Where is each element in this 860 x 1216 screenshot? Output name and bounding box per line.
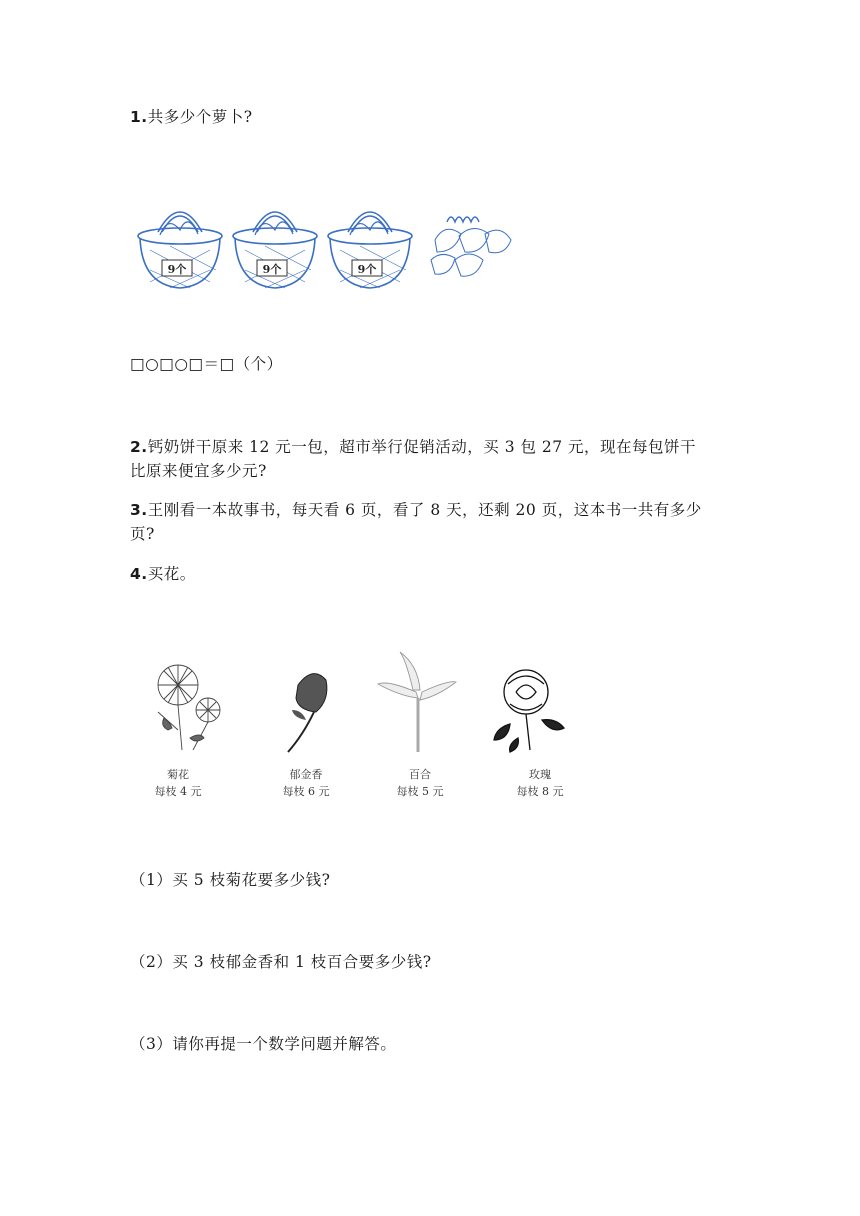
flower-1-price: 每枝 4 元 [154, 785, 202, 798]
loose-radishes [431, 217, 511, 276]
sub-question-1: （1）买 5 枝菊花要多少钱? [130, 871, 331, 889]
question-text: 买花。 [147, 565, 196, 583]
question-text-line1: 王刚看一本故事书，每天看 6 页，看了 8 天，还剩 20 页，这本书一共有多少 [147, 501, 702, 519]
question-text-line2: 页? [130, 525, 155, 543]
question-2 [130, 435, 696, 483]
flower-4-name: 玫瑰 [529, 768, 551, 781]
flower-3-name: 百合 [409, 768, 431, 781]
question-text: 共多少个萝卜? [147, 108, 253, 126]
basket-1-label: 9个 [167, 263, 187, 276]
tulip-image [288, 674, 327, 752]
question-4 [130, 562, 196, 586]
question-3 [130, 498, 702, 546]
flower-4-price: 每枝 8 元 [516, 785, 564, 798]
question-number: 3. [130, 501, 148, 519]
flower-1-name: 菊花 [167, 768, 189, 781]
question-number: 1. [130, 108, 148, 126]
question-text-line1: 钙奶饼干原来 12 元一包，超市举行促销活动，买 3 包 27 元，现在每包饼干 [147, 438, 697, 456]
flower-3-price: 每枝 5 元 [396, 785, 444, 798]
question-number: 2. [130, 438, 148, 456]
chrysanthemum-image [158, 665, 220, 750]
flower-2-price: 每枝 6 元 [282, 785, 330, 798]
equation-blanks: □○□○□＝□（个） [130, 355, 283, 373]
flower-2-name: 郁金香 [289, 768, 323, 781]
basket-3-label: 9个 [357, 263, 377, 276]
flowers-figure [138, 650, 588, 810]
question-1 [130, 105, 253, 129]
basket-2-label: 9个 [262, 263, 282, 276]
radish-baskets-figure [130, 190, 530, 300]
basket-3 [328, 212, 412, 288]
sub-question-2: （2）买 3 枝郁金香和 1 枝百合要多少钱? [130, 953, 432, 971]
rose-image [494, 670, 564, 752]
basket-1 [138, 212, 222, 288]
lily-image [378, 652, 456, 752]
question-text-line2: 比原来便宜多少元? [130, 462, 267, 480]
question-number: 4. [130, 565, 148, 583]
basket-2 [233, 212, 317, 288]
sub-question-3: （3）请你再提一个数学问题并解答。 [130, 1035, 397, 1053]
